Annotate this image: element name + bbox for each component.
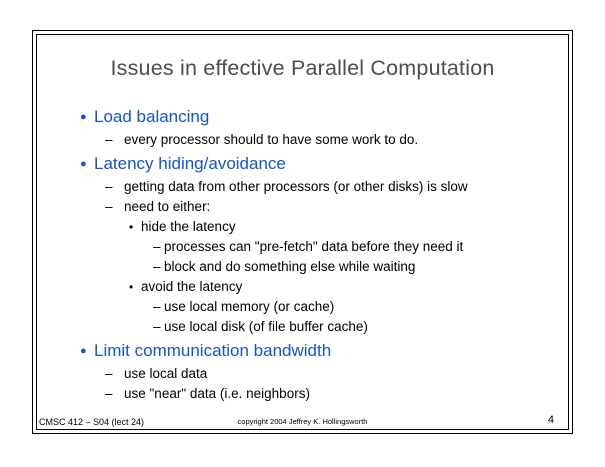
bullet-item-latency <box>37 153 566 175</box>
slide-inner-border <box>36 34 569 430</box>
bullet-text: use local data <box>124 366 208 381</box>
dash-icon: – <box>153 319 161 334</box>
page-number: 4 <box>547 414 554 426</box>
bullet-text: hide the latency <box>141 219 236 234</box>
bullet-item-load-balancing <box>37 106 566 128</box>
bullet-item <box>37 217 566 237</box>
bullet-item <box>37 130 566 150</box>
bullet-item <box>37 297 566 317</box>
slide-outer-border <box>32 30 573 434</box>
bullet-icon: ● <box>80 111 87 123</box>
dash-icon: – <box>153 299 161 314</box>
bullet-text: processes can "pre-fetch" data before they need it <box>164 239 464 254</box>
footer-course-label: CMSC 412 – S04 (lect 24) <box>39 417 145 427</box>
bullet-text: need to either: <box>124 199 211 214</box>
dash-icon: – <box>153 239 161 254</box>
bullet-icon: ● <box>80 345 87 357</box>
bullet-item <box>37 257 566 277</box>
bullet-item <box>37 317 566 337</box>
bullet-text: use local memory (or cache) <box>164 299 335 314</box>
bullet-text: every processor should to have some work to do. <box>124 132 419 147</box>
bullet-text: avoid the latency <box>141 279 243 294</box>
bullet-text: Limit communication bandwidth <box>94 341 332 360</box>
bullet-text: use "near" data (i.e. neighbors) <box>124 386 310 401</box>
bullet-item <box>37 277 566 297</box>
bullet-item <box>37 384 566 404</box>
footer-copyright: copyright 2004 Jeffrey K. Hollingsworth <box>237 417 368 426</box>
slide-title: Issues in effective Parallel Computation <box>110 56 495 80</box>
bullet-text: Load balancing <box>94 107 210 126</box>
dot-icon: • <box>129 280 134 294</box>
dash-icon: – <box>105 179 113 194</box>
bullet-item <box>37 237 566 257</box>
dash-icon: – <box>105 366 113 381</box>
bullet-item <box>37 364 566 384</box>
bullet-text: getting data from other processors (or other disks) is slow <box>124 179 468 194</box>
bullet-item <box>37 197 566 217</box>
bullet-list <box>37 103 566 404</box>
dot-icon: • <box>129 220 134 234</box>
dash-icon: – <box>105 386 113 401</box>
bullet-text: Latency hiding/avoidance <box>94 154 286 173</box>
bullet-text: block and do something else while waiting <box>164 259 416 274</box>
bullet-text: use local disk (of file buffer cache) <box>164 319 368 334</box>
bullet-item <box>37 177 566 197</box>
bullet-icon: ● <box>80 158 87 170</box>
dash-icon: – <box>105 132 113 147</box>
dash-icon: – <box>105 199 113 214</box>
dash-icon: – <box>153 259 161 274</box>
bullet-item-bandwidth <box>37 340 566 362</box>
